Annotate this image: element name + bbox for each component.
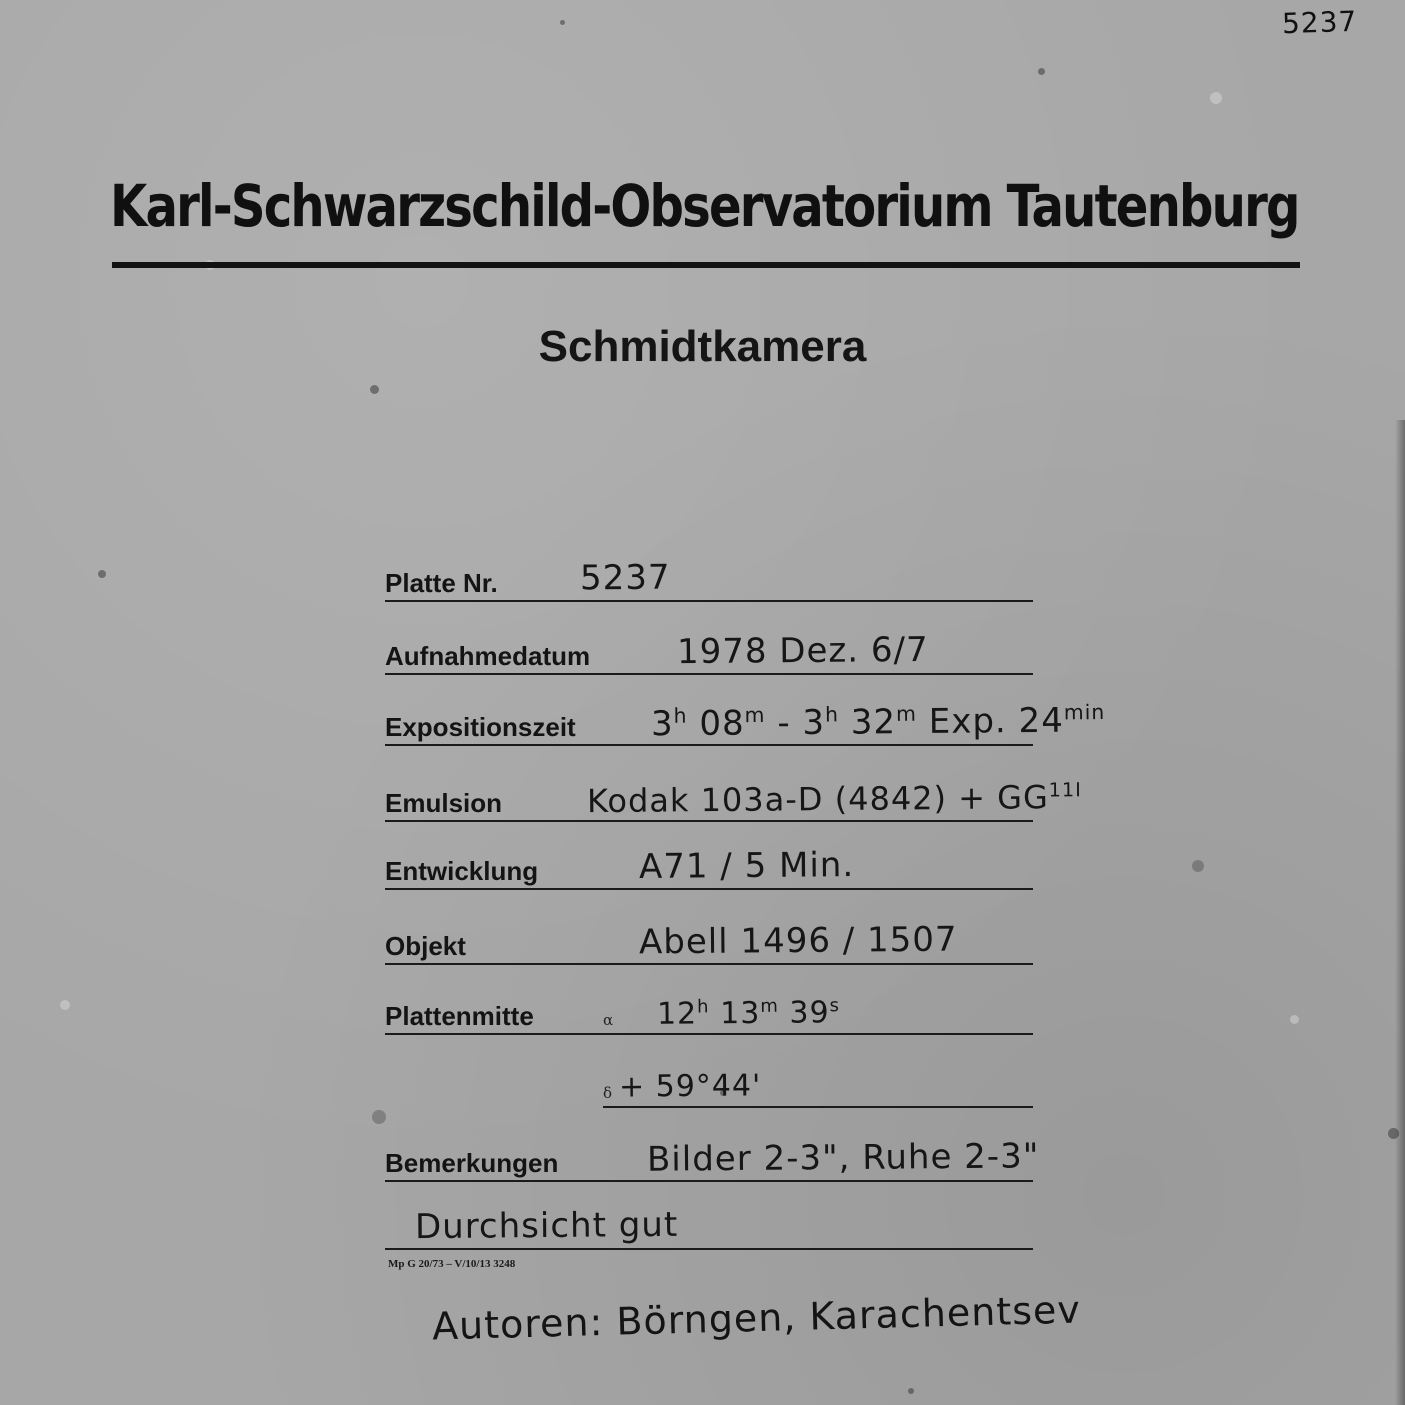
- alpha-symbol: α: [603, 1011, 614, 1029]
- unit: h: [697, 996, 710, 1018]
- exposure-label: Exp.: [928, 700, 1007, 742]
- paper-speck: [98, 570, 106, 578]
- unit: h: [673, 703, 688, 728]
- field-rule: [385, 888, 1033, 890]
- organization-title: Karl-Schwarzschild-Observatorium Tautenburg: [110, 172, 1299, 240]
- field-platte-nr: [385, 557, 1033, 602]
- field-label: Bemerkungen: [385, 1148, 559, 1178]
- field-rule: [385, 673, 1033, 675]
- right-ascension: [657, 995, 840, 1032]
- paper-speck: [1038, 68, 1045, 75]
- field-value: [587, 778, 1082, 820]
- field-expositionszeit: [385, 699, 1106, 746]
- declination-value: + 59°44': [618, 1068, 762, 1105]
- field-bemerkungen-continued: [385, 1204, 1033, 1250]
- start-hours: 3: [650, 703, 674, 744]
- emulsion-value: Kodak 103a-D (4842) + GG: [586, 778, 1049, 821]
- field-value: [651, 700, 1106, 744]
- unit: min: [1063, 699, 1106, 725]
- field-bemerkungen: [385, 1136, 1040, 1182]
- field-rule: [385, 600, 1033, 602]
- field-rule: [385, 1180, 1033, 1182]
- field-rule: [385, 963, 1033, 965]
- unit: m: [760, 995, 779, 1017]
- field-rule: [385, 820, 1033, 822]
- field-label: Entwicklung: [385, 856, 539, 886]
- paper-speck: [60, 1000, 70, 1010]
- field-value: 5237: [579, 557, 671, 599]
- separator: -: [777, 702, 791, 743]
- field-label: Plattenmitte: [385, 1001, 534, 1031]
- end-hours: 3: [802, 702, 826, 743]
- field-rule: [385, 1033, 1033, 1035]
- unit: m: [895, 701, 918, 726]
- exposure-value: 24: [1018, 700, 1065, 741]
- field-entwicklung: [385, 845, 1033, 890]
- end-minutes: 32: [850, 701, 897, 743]
- field-plattenmitte: [385, 995, 1033, 1035]
- unit: s: [829, 995, 841, 1017]
- start-minutes: 08: [699, 703, 745, 744]
- paper-speck: [1192, 860, 1204, 872]
- field-emulsion: [385, 778, 1082, 822]
- field-label: Expositionszeit: [385, 712, 576, 742]
- delta-symbol: δ: [603, 1084, 613, 1102]
- filter-suffix: 11I: [1048, 778, 1082, 802]
- corner-plate-number: 5237: [1281, 4, 1358, 41]
- paper-speck: [1290, 1015, 1299, 1024]
- field-value: Durchsicht gut: [414, 1204, 679, 1248]
- unit: h: [824, 702, 840, 727]
- envelope-edge-shadow: [1395, 420, 1405, 1405]
- title-underline: [112, 262, 1300, 268]
- field-declination: [603, 1068, 1033, 1108]
- field-label: Platte Nr.: [385, 568, 498, 598]
- ra-seconds: 39: [789, 995, 830, 1031]
- field-value: A71 / 5 Min.: [638, 845, 855, 887]
- instrument-subtitle: Schmidtkamera: [538, 322, 867, 371]
- authors-note: Autoren: Börngen, Karachentsev: [431, 1287, 1082, 1349]
- form-print-number: Mp G 20/73 – V/10/13 3248: [388, 1258, 516, 1270]
- unit: m: [744, 702, 766, 727]
- field-rule: [385, 1248, 1033, 1250]
- field-objekt: [385, 919, 1033, 965]
- field-value: Bilder 2-3", Ruhe 2-3": [646, 1136, 1040, 1180]
- paper-speck: [372, 1110, 386, 1124]
- field-label: Objekt: [385, 931, 466, 961]
- field-label: Emulsion: [385, 788, 503, 818]
- field-value: Abell 1496 / 1507: [638, 919, 958, 963]
- ra-hours: 12: [656, 996, 698, 1032]
- paper-speck: [370, 385, 379, 394]
- ra-minutes: 13: [720, 995, 761, 1032]
- field-label: Aufnahmedatum: [385, 641, 591, 671]
- paper-speck: [908, 1388, 914, 1394]
- paper-speck: [1210, 92, 1222, 104]
- field-rule: [385, 744, 1033, 746]
- field-aufnahmedatum: [385, 629, 1033, 675]
- field-rule: [603, 1106, 1033, 1108]
- field-value: 1978 Dez. 6/7: [676, 629, 929, 673]
- paper-speck: [560, 20, 565, 25]
